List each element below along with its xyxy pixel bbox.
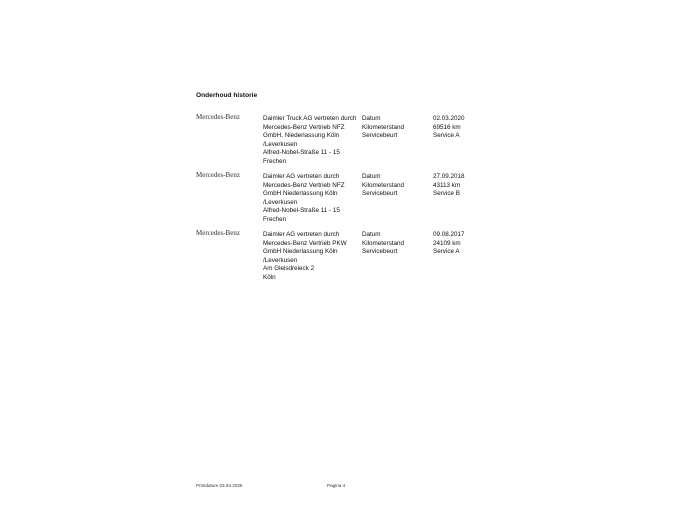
- field-labels: [362, 173, 404, 199]
- field-values: [433, 231, 465, 257]
- page-number: Pagina 4: [327, 483, 346, 488]
- dealer-line: /Leverkusen: [263, 256, 298, 264]
- value-service: Service A: [433, 248, 460, 256]
- dealer-address: [263, 231, 363, 283]
- value-mileage: 43113 km: [433, 181, 461, 189]
- field-values: [433, 173, 465, 199]
- brand-logo: Mercedes-Benz: [196, 229, 240, 237]
- label-date: Datum: [362, 173, 381, 180]
- label-date: Datum: [362, 231, 381, 238]
- dealer-line: GmbH Niederlassung Köln: [263, 248, 338, 256]
- dealer-line: GmbH, Niederlassung Köln: [263, 132, 340, 140]
- brand-logo: Mercedes-Benz: [196, 113, 240, 121]
- value-service: Service B: [433, 190, 460, 198]
- value-mileage: 69516 km: [433, 123, 461, 131]
- dealer-line: Daimler Truck AG vertreten durch: [263, 115, 357, 122]
- value-date: 27.09.2018: [433, 173, 465, 180]
- dealer-line: Am Gleisdreieck 2: [263, 265, 315, 273]
- label-service: Servicebeurt: [362, 248, 398, 256]
- print-date: Printdatum 03.04.2025: [196, 483, 243, 488]
- label-service: Servicebeurt: [362, 190, 398, 198]
- label-mileage: Kilometerstand: [362, 123, 404, 131]
- label-service: Servicebeurt: [362, 132, 398, 140]
- value-date: 02.03.2020: [433, 115, 465, 122]
- dealer-line: Frechen: [263, 215, 287, 223]
- dealer-line: Mercedes-Benz Vertrieb PKW: [263, 239, 347, 247]
- dealer-line: Mercedes-Benz Vertrieb NFZ: [263, 181, 345, 189]
- dealer-line: /Leverkusen: [263, 198, 298, 206]
- dealer-line: GmbH Niederlassung Köln: [263, 190, 338, 198]
- field-labels: [362, 115, 404, 141]
- dealer-address: [263, 173, 363, 225]
- dealer-line: Mercedes-Benz Vertrieb NFZ: [263, 123, 345, 131]
- label-mileage: Kilometerstand: [362, 181, 404, 189]
- value-date: 09.08.2017: [433, 231, 465, 238]
- field-labels: [362, 231, 404, 257]
- dealer-address: [263, 115, 363, 167]
- dealer-line: Frechen: [263, 157, 287, 165]
- dealer-line: Köln: [263, 273, 276, 281]
- section-title: Onderhoud historie: [196, 92, 258, 99]
- value-service: Service A: [433, 132, 460, 140]
- label-date: Datum: [362, 115, 381, 122]
- dealer-line: Daimler AG vertreten durch: [263, 173, 340, 180]
- dealer-line: /Leverkusen: [263, 140, 298, 148]
- dealer-line: Daimler AG vertreten durch: [263, 231, 340, 238]
- label-mileage: Kilometerstand: [362, 239, 404, 247]
- field-values: [433, 115, 465, 141]
- dealer-line: Alfred-Nobel-Straße 11 - 15: [263, 149, 340, 157]
- value-mileage: 24109 km: [433, 239, 461, 247]
- brand-logo: Mercedes-Benz: [196, 171, 240, 179]
- dealer-line: Alfred-Nobel-Straße 11 - 15: [263, 207, 340, 215]
